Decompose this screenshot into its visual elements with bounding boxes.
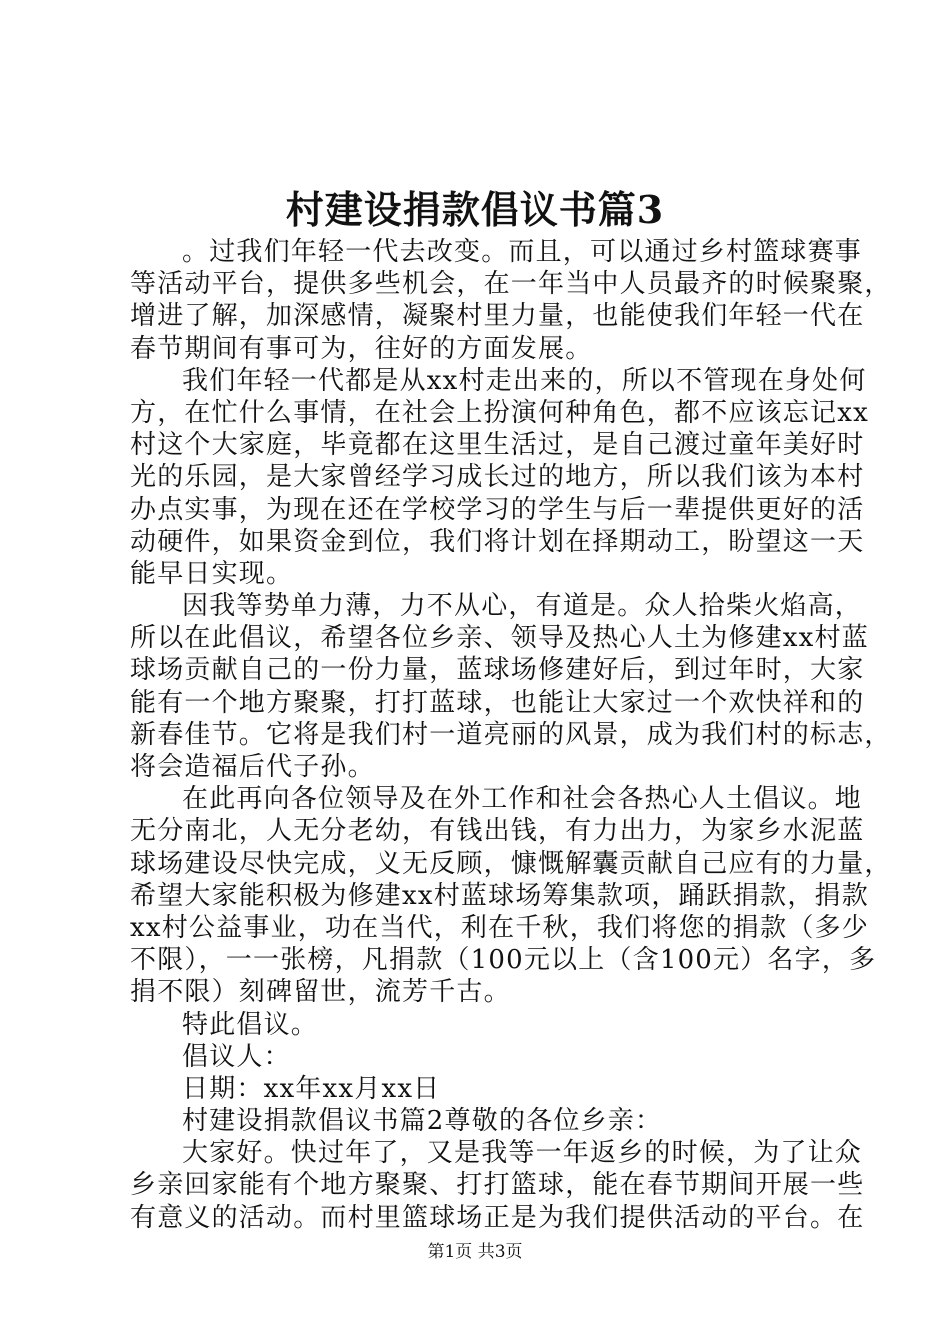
document-title: 村建设捐款倡议书篇3: [285, 187, 665, 232]
text-line: 新春佳节。它将是我们村一道亮丽的风景，成为我们村的标志，: [130, 719, 892, 750]
text-line: 方，在忙什么事情，在社会上扮演何种角色，都不应该忘记xx: [130, 397, 869, 428]
text-line: 有意义的活动。而村里篮球场正是为我们提供活动的平台。在: [130, 1202, 865, 1233]
text-line: 。过我们年轻一代去改变。而且，可以通过乡村篮球赛事: [182, 237, 863, 267]
text-line: 能有一个地方聚聚，打打蓝球，也能让大家过一个欢快祥和的: [130, 687, 865, 718]
text-line: 将会造福后代子孙。: [130, 752, 375, 782]
text-line: 因我等势单力薄，力不从心，有道是。众人拾柴火焰高，: [182, 591, 863, 622]
text-line: 光的乐园，是大家曾经学习成长过的地方，所以我们该为本村: [130, 462, 865, 493]
text-line: 增进了解，加深感情，凝聚村里力量，也能使我们年轻一代在: [130, 301, 865, 332]
text-line: 村建设捐款倡议书篇2尊敬的各位乡亲：: [182, 1106, 663, 1137]
text-line: 大家好。快过年了，又是我等一年返乡的时候，为了让众: [182, 1138, 863, 1169]
document-body: [130, 236, 892, 1234]
text-line: 动硬件，如果资金到位，我们将计划在择期动工，盼望这一天: [130, 526, 865, 557]
text-line: 等活动平台，提供多些机会，在一年当中人员最齐的时候聚聚，: [130, 269, 892, 300]
text-line: 希望大家能积极为修建xx村蓝球场筹集款项，踊跃捐款，捐款: [130, 880, 869, 911]
text-line: 村这个大家庭，毕竟都在这里生活过，是自己渡过童年美好时: [130, 430, 865, 461]
text-line: 不限），一一张榜，凡捐款（100元以上（含100元）名字，多: [130, 945, 877, 976]
text-line: xx村公益事业，功在当代，利在千秋，我们将您的捐款（多少: [130, 912, 869, 943]
text-line: 在此再向各位领导及在外工作和社会各热心人土倡议。地: [182, 784, 863, 815]
text-line: 球场贡献自己的一份力量，蓝球场修建好后，到过年时，大家: [130, 655, 865, 686]
text-line: 我们年轻一代都是从xx村走出来的，所以不管现在身处何: [182, 365, 867, 396]
text-line: 春节期间有事可为，往好的方面发展。: [130, 333, 593, 364]
text-line: 乡亲回家能有个地方聚聚、打打篮球，能在春节期间开展一些: [130, 1170, 865, 1201]
text-line: 能早日实现。: [130, 558, 294, 589]
page-footer: 第1页 共3页: [427, 1242, 523, 1262]
text-line: 无分南北，人无分老幼，有钱出钱，有力出力，为家乡水泥蓝: [130, 816, 865, 847]
text-line: 倡议人：: [182, 1041, 291, 1072]
text-line: 球场建设尽快完成，义无反顾，慷慨解囊贡献自己应有的力量，: [130, 848, 892, 879]
text-line: 所以在此倡议，希望各位乡亲、领导及热心人土为修建xx村蓝: [130, 623, 869, 654]
text-line: 特此倡议。: [182, 1009, 319, 1040]
text-line: 日期：xx年xx月xx日: [182, 1073, 441, 1104]
text-line: 办点实事，为现在还在学校学习的学生与后一辈提供更好的活: [130, 494, 865, 525]
text-line: 捐不限）刻碑留世，流芳千古。: [130, 977, 511, 1008]
